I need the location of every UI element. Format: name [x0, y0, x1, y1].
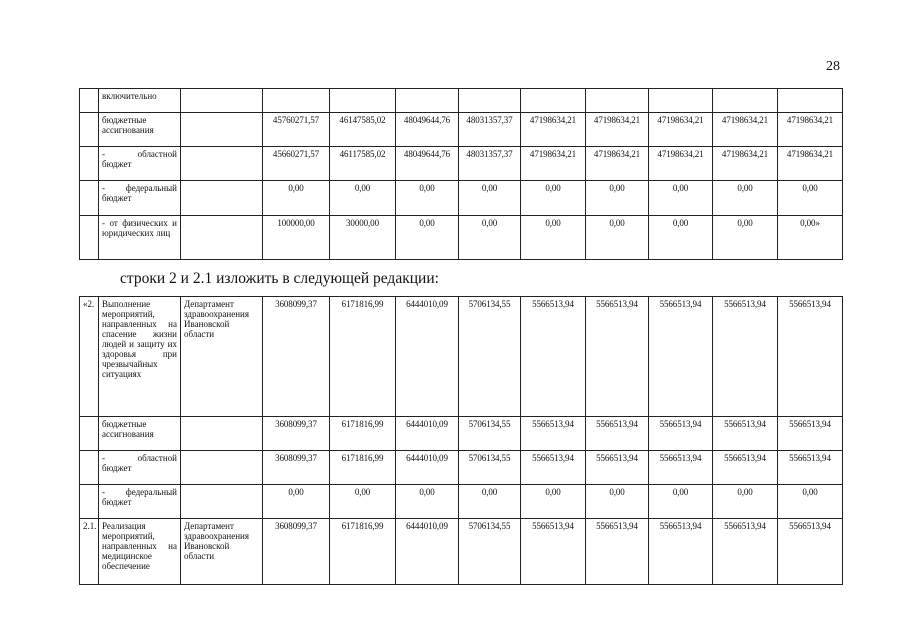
value-cell: 5566513,94: [586, 451, 649, 485]
row-label-cell: - от физических и юридических лиц: [99, 216, 181, 260]
value-cell: 5566513,94: [521, 451, 586, 485]
row-number-cell: [80, 417, 99, 451]
responsible-cell: Департамент здравоохранения Ивановской области: [181, 297, 263, 417]
value-cell: 5566513,94: [586, 519, 649, 585]
value-cell: 46147585,02: [330, 113, 396, 147]
value-cell: 5566513,94: [649, 297, 713, 417]
value-cell: 5566513,94: [521, 417, 586, 451]
value-cell: 47198634,21: [713, 113, 778, 147]
value-cell: 5566513,94: [649, 451, 713, 485]
row-label-cell: Реализация мероприятий, направленных на медицинское обеспечение: [99, 519, 181, 585]
responsible-cell: [181, 113, 263, 147]
value-cell: 100000,00: [263, 216, 330, 260]
value-cell: 48031357,37: [459, 147, 521, 181]
table-row: [80, 297, 843, 417]
budget-table-revised-rows: [79, 296, 843, 585]
value-cell: 5566513,94: [778, 297, 843, 417]
value-cell: 5566513,94: [649, 519, 713, 585]
value-cell: 0,00: [649, 485, 713, 519]
row-number-cell: [80, 147, 99, 181]
row-number-cell: [80, 451, 99, 485]
value-cell: 0,00: [586, 216, 649, 260]
row-label-cell: - федеральный бюджет: [99, 485, 181, 519]
row-label-cell: включительно: [99, 89, 181, 113]
value-cell: 5706134,55: [459, 297, 521, 417]
value-cell: 48031357,37: [459, 113, 521, 147]
value-cell: 47198634,21: [649, 147, 713, 181]
value-cell: 5566513,94: [713, 297, 778, 417]
value-cell: 5566513,94: [713, 519, 778, 585]
value-cell: 6444010,09: [396, 417, 459, 451]
value-cell: 46117585,02: [330, 147, 396, 181]
value-cell: 48049644,76: [396, 113, 459, 147]
page-number: 28: [826, 59, 840, 74]
value-cell: 3608099,37: [263, 417, 330, 451]
value-cell: 0,00: [459, 216, 521, 260]
value-cell: 6444010,09: [396, 519, 459, 585]
value-cell: 0,00: [713, 485, 778, 519]
value-cell: 0,00: [521, 216, 586, 260]
row-label-cell: Выполнение мероприятий, направленных на спасение жизни людей и защиту их здоровья при чрезвычайных ситуациях: [99, 297, 181, 417]
value-cell: 0,00: [263, 181, 330, 216]
value-cell: 47198634,21: [713, 147, 778, 181]
value-cell: 5706134,55: [459, 519, 521, 585]
value-cell: 3608099,37: [263, 451, 330, 485]
value-cell: 6171816,99: [330, 417, 396, 451]
value-cell: 0,00: [713, 181, 778, 216]
value-cell: 0,00: [521, 181, 586, 216]
table-row: [80, 147, 843, 181]
value-cell: 0,00: [330, 485, 396, 519]
value-cell: 47198634,21: [521, 113, 586, 147]
value-cell: 5566513,94: [586, 417, 649, 451]
value-cell: [713, 89, 778, 113]
value-cell: [586, 89, 649, 113]
responsible-cell: [181, 147, 263, 181]
value-cell: [263, 89, 330, 113]
table-row: [80, 113, 843, 147]
value-cell: 0,00»: [778, 216, 843, 260]
row-number-cell: [80, 216, 99, 260]
value-cell: 5566513,94: [649, 417, 713, 451]
value-cell: 0,00: [778, 181, 843, 216]
value-cell: 0,00: [649, 216, 713, 260]
value-cell: 0,00: [396, 485, 459, 519]
value-cell: 45760271,57: [263, 113, 330, 147]
row-label-cell: - федеральный бюджет: [99, 181, 181, 216]
value-cell: 0,00: [713, 216, 778, 260]
responsible-cell: [181, 89, 263, 113]
value-cell: 0,00: [459, 485, 521, 519]
value-cell: 6444010,09: [396, 451, 459, 485]
table-row: [80, 89, 843, 113]
row-label-cell: бюджетные ассигнования: [99, 417, 181, 451]
value-cell: 0,00: [396, 181, 459, 216]
table-row: [80, 451, 843, 485]
row-number-cell: «2.: [80, 297, 99, 417]
row-number-cell: [80, 181, 99, 216]
row-number-cell: 2.1.: [80, 519, 99, 585]
value-cell: 5566513,94: [713, 451, 778, 485]
value-cell: 0,00: [263, 485, 330, 519]
table-row: [80, 485, 843, 519]
row-number-cell: [80, 113, 99, 147]
value-cell: [396, 89, 459, 113]
value-cell: 47198634,21: [521, 147, 586, 181]
value-cell: 30000,00: [330, 216, 396, 260]
value-cell: [521, 89, 586, 113]
value-cell: 5566513,94: [778, 417, 843, 451]
table-row: [80, 417, 843, 451]
value-cell: 47198634,21: [778, 113, 843, 147]
row-label-cell: бюджетные ассигнования: [99, 113, 181, 147]
value-cell: 47198634,21: [649, 113, 713, 147]
value-cell: 0,00: [649, 181, 713, 216]
value-cell: 5566513,94: [778, 519, 843, 585]
section-instruction-text: строки 2 и 2.1 изложить в следующей редакции:: [120, 270, 439, 287]
value-cell: 5706134,55: [459, 417, 521, 451]
value-cell: 0,00: [521, 485, 586, 519]
value-cell: 45660271,57: [263, 147, 330, 181]
table-row: [80, 216, 843, 260]
value-cell: [330, 89, 396, 113]
row-label-cell: - областной бюджет: [99, 451, 181, 485]
value-cell: 5566513,94: [521, 519, 586, 585]
responsible-cell: Департамент здравоохранения Ивановской области: [181, 519, 263, 585]
value-cell: 0,00: [396, 216, 459, 260]
value-cell: [459, 89, 521, 113]
value-cell: 0,00: [586, 485, 649, 519]
value-cell: 3608099,37: [263, 519, 330, 585]
responsible-cell: [181, 417, 263, 451]
value-cell: 5706134,55: [459, 451, 521, 485]
responsible-cell: [181, 485, 263, 519]
value-cell: 48049644,76: [396, 147, 459, 181]
value-cell: 5566513,94: [586, 297, 649, 417]
row-number-cell: [80, 89, 99, 113]
row-label-cell: - областной бюджет: [99, 147, 181, 181]
responsible-cell: [181, 181, 263, 216]
value-cell: 0,00: [459, 181, 521, 216]
value-cell: 0,00: [586, 181, 649, 216]
table-row: [80, 519, 843, 585]
value-cell: 6444010,09: [396, 297, 459, 417]
value-cell: 47198634,21: [586, 113, 649, 147]
table-row: [80, 181, 843, 216]
value-cell: 6171816,99: [330, 297, 396, 417]
value-cell: [778, 89, 843, 113]
value-cell: 5566513,94: [713, 417, 778, 451]
row-number-cell: [80, 485, 99, 519]
responsible-cell: [181, 216, 263, 260]
value-cell: 3608099,37: [263, 297, 330, 417]
value-cell: 6171816,99: [330, 519, 396, 585]
budget-table-continued: [79, 88, 843, 260]
value-cell: 47198634,21: [778, 147, 843, 181]
value-cell: 0,00: [330, 181, 396, 216]
value-cell: 47198634,21: [586, 147, 649, 181]
value-cell: 5566513,94: [521, 297, 586, 417]
value-cell: 5566513,94: [778, 451, 843, 485]
value-cell: 6171816,99: [330, 451, 396, 485]
responsible-cell: [181, 451, 263, 485]
value-cell: [649, 89, 713, 113]
value-cell: 0,00: [778, 485, 843, 519]
